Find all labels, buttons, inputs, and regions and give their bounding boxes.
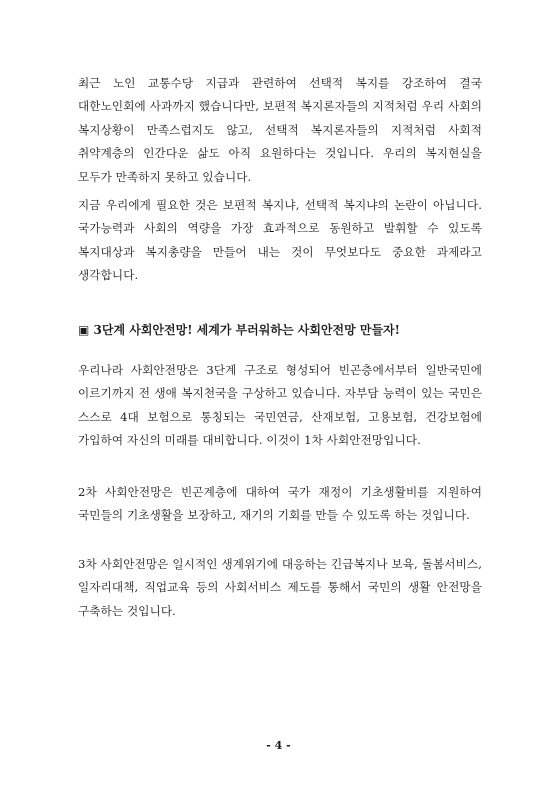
- section-heading: ▣ 3단계 사회안전망! 세계가 부러워하는 사회안전망 만들자!: [78, 323, 400, 337]
- paragraph-welfare-controversy: 최근 노인 교통수당 지급과 관련하여 선택적 복지를 강조하여 결국 대한노인회에 사과까지 했습니다만, 보편적 복지론자들의 지적처럼 우리 사회의 복지상황이 만족스럽지도 않고, 선택적 복지론자들의 지적처럼 사회적 취약계층의 인간다운 삶도 아직 요원하다는 것입니다. 우리의 복지현실을 모두가 만족하지 못하고 있습니다.: [78, 76, 482, 184]
- paragraph-welfare-task: 지금 우리에게 필요한 것은 보편적 복지냐, 선택적 복지냐의 논란이 아닙니다. 국가능력과 사회의 역량을 가장 효과적으로 동원하고 발휘할 수 있도록 복지대상과 복지총량을 만들어 내는 것이 무엇보다도 중요한 과제라고 생각합니다.: [78, 198, 482, 283]
- paragraph-third-safety-net: 3차 사회안전망은 일시적인 생계위기에 대응하는 긴급복지나 보육, 돌봄서비스, 일자리대책, 직업교육 등의 사회서비스 제도를 통해서 국민의 생활 안전망을 구축하는 것입니다.: [78, 557, 482, 618]
- paragraph-first-safety-net: 우리나라 사회안전망은 3단계 구조로 형성되어 빈곤층에서부터 일반국민에 이르기까지 전 생애 복지천국을 구상하고 있습니다. 자부담 능력이 있는 국민은 스스로 4대 보험으로 통칭되는 국민연금, 산재보험, 고용보험, 건강보험에 가입하여 자신의 미래를 대비합니다. 이것이 1차 사회안전망입니다.: [78, 363, 482, 448]
- page-number: - 4 -: [266, 739, 291, 752]
- paragraph-second-safety-net: 2차 사회안전망은 빈곤계층에 대하여 국가 재정이 기초생활비를 지원하여 국민들의 기초생활을 보장하고, 재기의 기회를 만들 수 있도록 하는 것입니다.: [78, 485, 482, 523]
